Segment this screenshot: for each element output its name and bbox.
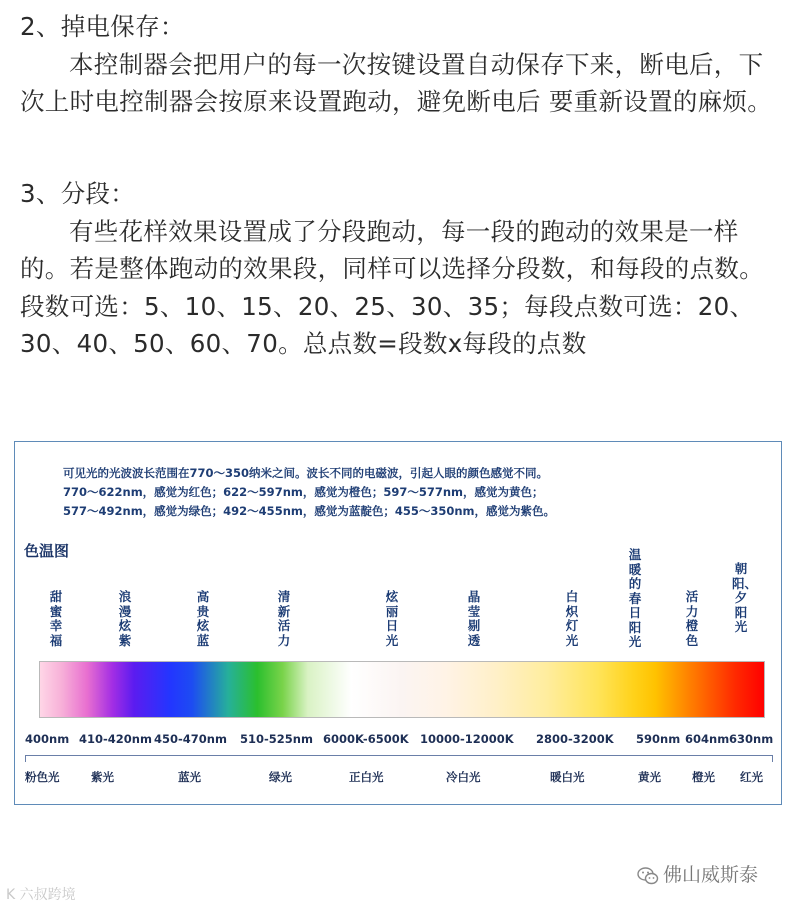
wavelength-label: 604nm xyxy=(685,732,730,746)
wavelength-notes xyxy=(63,464,555,521)
color-name-label: 红光 xyxy=(740,770,763,784)
wavelength-label: 590nm xyxy=(636,732,681,746)
section-segments xyxy=(20,175,780,363)
wavelength-label: 450-470nm xyxy=(154,732,227,746)
color-spectrum-bar xyxy=(39,661,765,718)
wavelength-label: 6000K-6500K xyxy=(323,732,409,746)
color-name-label: 粉色光 xyxy=(25,770,60,784)
scale-tick xyxy=(772,755,773,762)
vertical-label: 炫丽日光 xyxy=(385,589,399,648)
note-line: 可见光的光波波长范围在770～350纳米之间。波长不同的电磁波，引起人眼的颜色感觉不同。 xyxy=(63,466,549,480)
vertical-label: 高贵炫蓝 xyxy=(196,589,210,648)
wavelength-label: 410-420nm xyxy=(79,732,152,746)
wavelength-label: 10000-12000K xyxy=(420,732,514,746)
wavelength-label: 630nm xyxy=(729,732,774,746)
note-line: 577～492nm，感觉为绿色；492～455nm，感觉为蓝靛色；455～350nm，感觉为紫色。 xyxy=(63,504,556,518)
vertical-label: 温暖的春日阳光 xyxy=(628,547,642,649)
section-body: 有些花样效果设置成了分段跑动，每一段的跑动的效果是一样的。若是整体跑动的效果段，同样可以选择分段数，和每段的点数。段数可选：5、10、15、20、25、30、35；每段点数可选：20、30、40、50、60、70。总点数=段数x每段的点数 xyxy=(20,216,764,358)
vertical-label: 清新活力 xyxy=(277,589,291,648)
vertical-label: 白炽灯光 xyxy=(565,589,579,648)
section-heading: 2、掉电保存： xyxy=(20,12,185,41)
section-body: 本控制器会把用户的每一次按键设置自动保存下来，断电后，下次上时电控制器会按原来设置跑动，避免断电后 要重新设置的麻烦。 xyxy=(20,49,773,116)
section-power-off-save xyxy=(20,8,780,121)
color-name-label: 冷白光 xyxy=(446,770,481,784)
watermark-text: 佛山威斯泰 xyxy=(663,864,759,886)
watermark-left: K 六叔跨境 xyxy=(6,887,76,903)
color-name-label: 蓝光 xyxy=(178,770,201,784)
wechat-icon xyxy=(637,866,659,886)
figure-title: 色温图 xyxy=(24,542,70,560)
color-name-label: 暖白光 xyxy=(550,770,585,784)
scale-line xyxy=(25,755,773,756)
vertical-label: 朝阳、夕阳光 xyxy=(732,561,758,634)
color-name-label: 正白光 xyxy=(349,770,384,784)
color-name-label: 紫光 xyxy=(91,770,114,784)
vertical-label: 浪漫炫紫 xyxy=(118,589,132,648)
wavelength-label: 400nm xyxy=(25,732,70,746)
wavelength-label: 2800-3200K xyxy=(536,732,614,746)
color-name-label: 橙光 xyxy=(692,770,715,784)
color-name-label: 黄光 xyxy=(638,770,661,784)
wavelength-label: 510-525nm xyxy=(240,732,313,746)
vertical-label: 活力橙色 xyxy=(685,589,699,648)
scale-tick xyxy=(25,755,26,762)
vertical-label: 晶莹剔透 xyxy=(467,589,481,648)
color-name-label: 绿光 xyxy=(269,770,292,784)
note-line: 770～622nm，感觉为红色；622～597nm，感觉为橙色；597～577nm，感觉为黄色； xyxy=(63,485,544,499)
watermark-right xyxy=(637,860,758,887)
vertical-label: 甜蜜幸福 xyxy=(49,589,63,648)
color-temperature-figure xyxy=(14,441,782,805)
section-heading: 3、分段： xyxy=(20,179,136,208)
